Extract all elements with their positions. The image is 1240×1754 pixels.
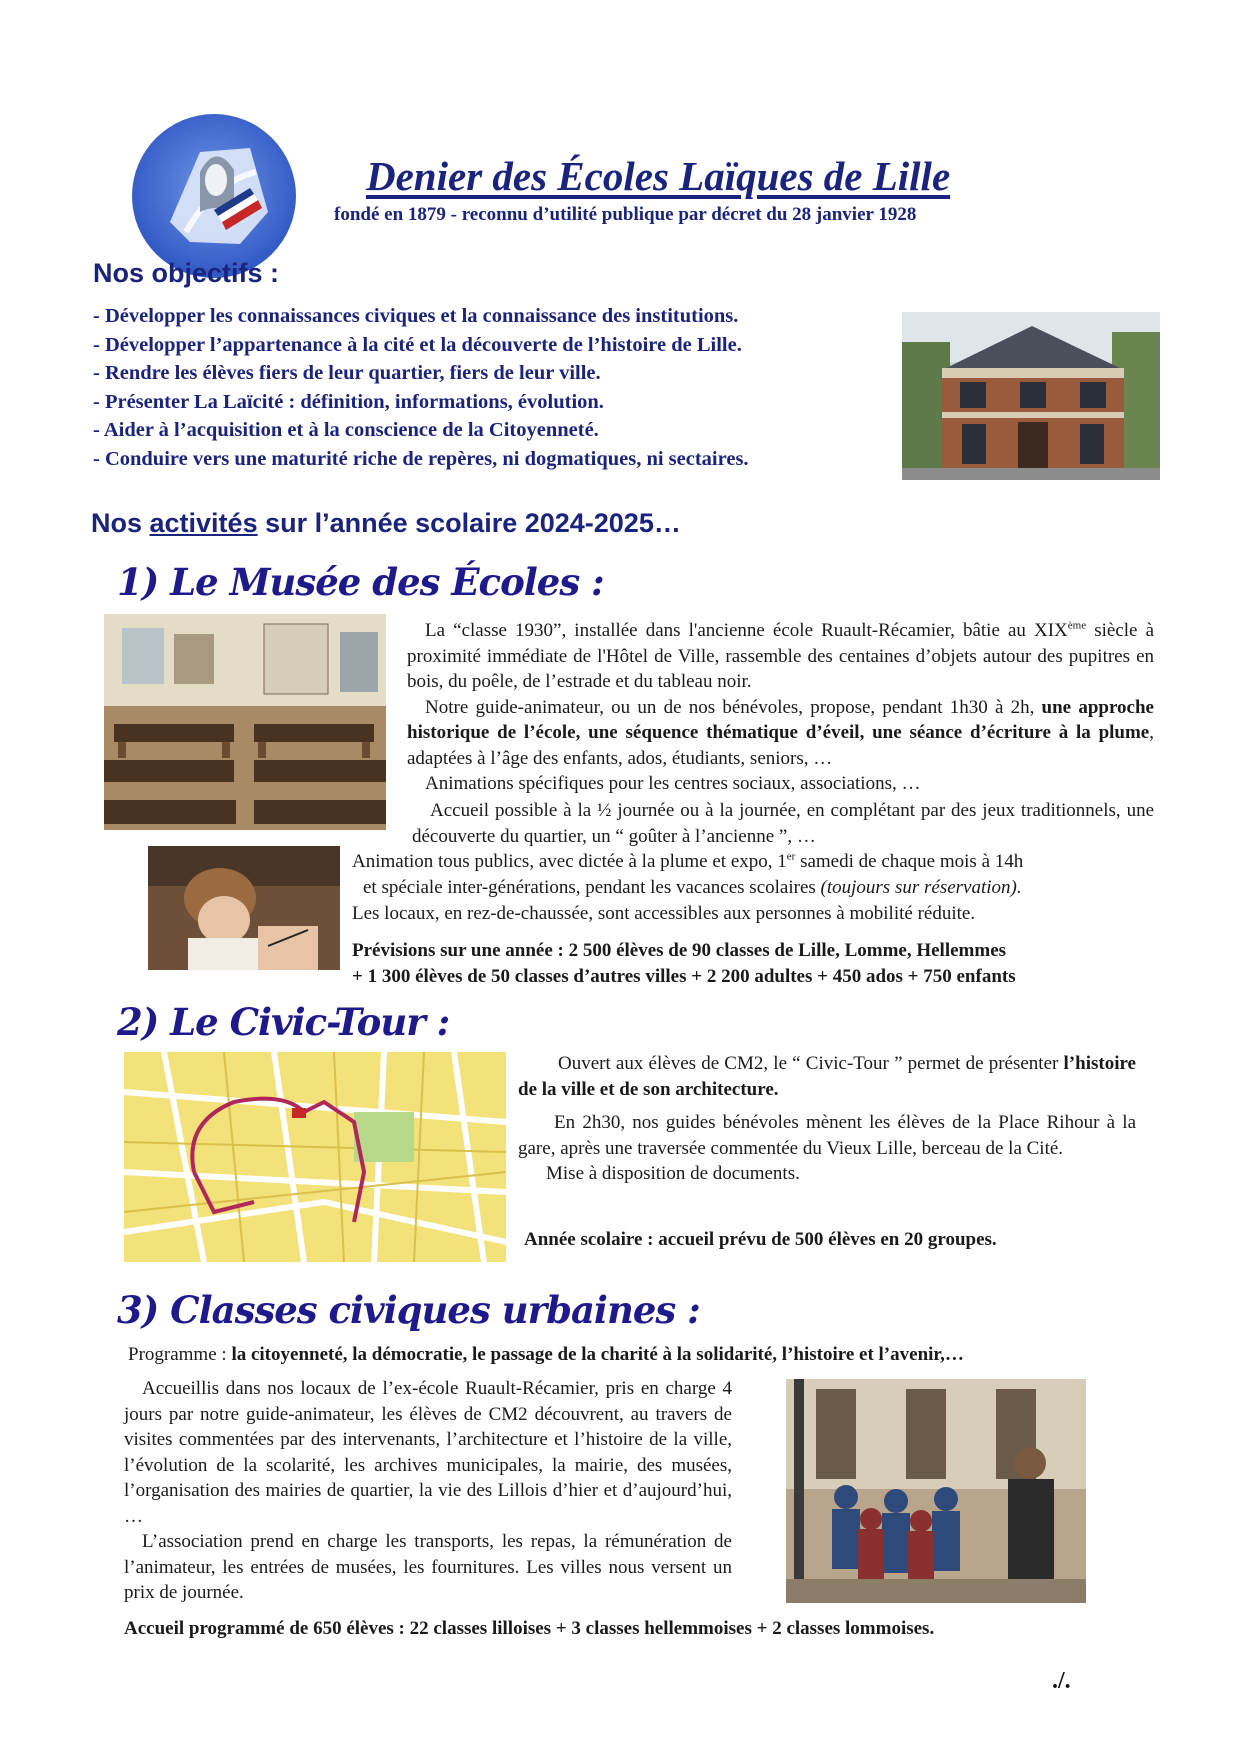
school-building-photo (902, 312, 1160, 480)
list-item: - Développer les connaissances civiques et la connaissance des institutions. (93, 305, 739, 327)
list-item: - Développer l’appartenance à la cité et la découverte de l’histoire de Lille. (93, 333, 742, 356)
objectives-list (93, 302, 913, 473)
civic-paragraph-1: Ouvert aux élèves de CM2, le “ Civic-Tour ” permet de présenter l’histoire de la ville et de son architecture. (518, 1053, 1136, 1100)
classes-summary: Accueil programmé de 650 élèves : 22 classes lilloises + 3 classes hellemmoises + 2 classes lommoises. (124, 1618, 935, 1639)
objectives-heading: Nos objectifs : (93, 258, 280, 288)
city-map-image (124, 1052, 506, 1262)
list-item: - Aider à l’acquisition et à la conscience de la Citoyenneté. (93, 419, 599, 441)
musee-paragraph-1: La “classe 1930”, installée dans l'ancienne école Ruault-Récamier, bâtie au XIXème siècle à proximité immédiate de l'Hôtel de Ville, rassemble des centaines d’objets autour des pupitres en bois, du poêle, de l’estrade et du tableau noir. (407, 619, 1154, 692)
civic-paragraph-3: Mise à disposition de documents. (546, 1163, 800, 1184)
classes-program: Programme : la citoyenneté, la démocratie, le passage de la charité à la solidarité, l’histoire et l’avenir,… (128, 1344, 964, 1365)
classes-text (124, 1376, 732, 1606)
musee-forecast: Prévisions sur une année : 2 500 élèves de 90 classes de Lille, Lomme, Hellemmes + 1 300 élèves de 50 classes d’autres villes + 2 200 adultes + 450 ados + 750 enfants (352, 940, 1016, 987)
civic-summary: Année scolaire : accueil prévu de 500 élèves en 20 groupes. (524, 1229, 997, 1250)
civic-text (518, 1051, 1136, 1187)
students-group-photo (786, 1379, 1086, 1603)
classes-paragraph-1: Accueillis dans nos locaux de l’ex-école Ruault-Récamier, pris en charge 4 jours par notre guide-animateur, les élèves de CM2 découvrent, au travers de visites commentées par des intervenants, l’architecture et l’histoire de la ville, l’évolution de la scolarité, les archives municipales, la mairie, des musées, l’organisation des mairies de quartier, la vie des Lillois d’hier et d’aujourd’hui, … (124, 1378, 732, 1527)
page-title: Denier des Écoles Laïques de Lille (366, 153, 951, 199)
musee-paragraph-2: Notre guide-animateur, ou un de nos bénévoles, propose, pendant 1h30 à 2h, une approche historique de l’école, une séquence thématique d’éveil, une séance d’écriture à la plume, adaptées à l’âge des enfants, ados, étudiants, seniors, … (407, 696, 1154, 769)
musee-paragraph-5: Animation tous publics, avec dictée à la plume et expo, 1er samedi de chaque mois à 14h (352, 850, 1024, 872)
page-subtitle: fondé en 1879 - reconnu d’utilité publique par décret du 28 janvier 1928 (334, 204, 917, 225)
section-1-heading: 1) Le Musée des Écoles : (117, 560, 604, 604)
list-item: - Présenter La Laïcité : définition, informations, évolution. (93, 390, 604, 413)
section-2-heading: 2) Le Civic-Tour : (117, 1000, 450, 1044)
musee-paragraph-3: Animations spécifiques pour les centres sociaux, associations, … (425, 773, 921, 794)
civic-paragraph-2: En 2h30, nos guides bénévoles mènent les élèves de la Place Rihour à la gare, après une traversée commentée du Vieux Lille, berceau de la Cité. (518, 1112, 1136, 1159)
page-continuation: ./. (1052, 1668, 1071, 1694)
logo (130, 112, 298, 280)
musee-paragraph-4: Accueil possible à la ½ journée ou à la journée, en complétant par des jeux traditionnels, une découverte du quartier, un “ goûter à l’ancienne ”, … (412, 800, 1154, 847)
activities-heading: Nos activités sur l’année scolaire 2024-2025… (91, 508, 681, 538)
musee-paragraph-6: et spéciale inter-générations, pendant les vacances scolaires (toujours sur réservation). (363, 877, 1022, 898)
child-writing-photo (148, 846, 340, 970)
classroom-photo (104, 614, 386, 830)
section-3-heading: 3) Classes civiques urbaines : (117, 1288, 700, 1332)
list-item: - Rendre les élèves fiers de leur quartier, fiers de leur ville. (93, 362, 601, 384)
classes-paragraph-2: L’association prend en charge les transports, les repas, la rémunération de l’animateur, les entrées de musées, les fournitures. Les villes nous versent un prix de journée. (124, 1531, 732, 1603)
musee-text (407, 618, 1154, 797)
activities-link: activités (149, 508, 258, 538)
list-item: - Conduire vers une maturité riche de repères, ni dogmatiques, ni sectaires. (93, 447, 749, 470)
musee-paragraph-7: Les locaux, en rez-de-chaussée, sont accessibles aux personnes à mobilité réduite. (352, 903, 976, 924)
